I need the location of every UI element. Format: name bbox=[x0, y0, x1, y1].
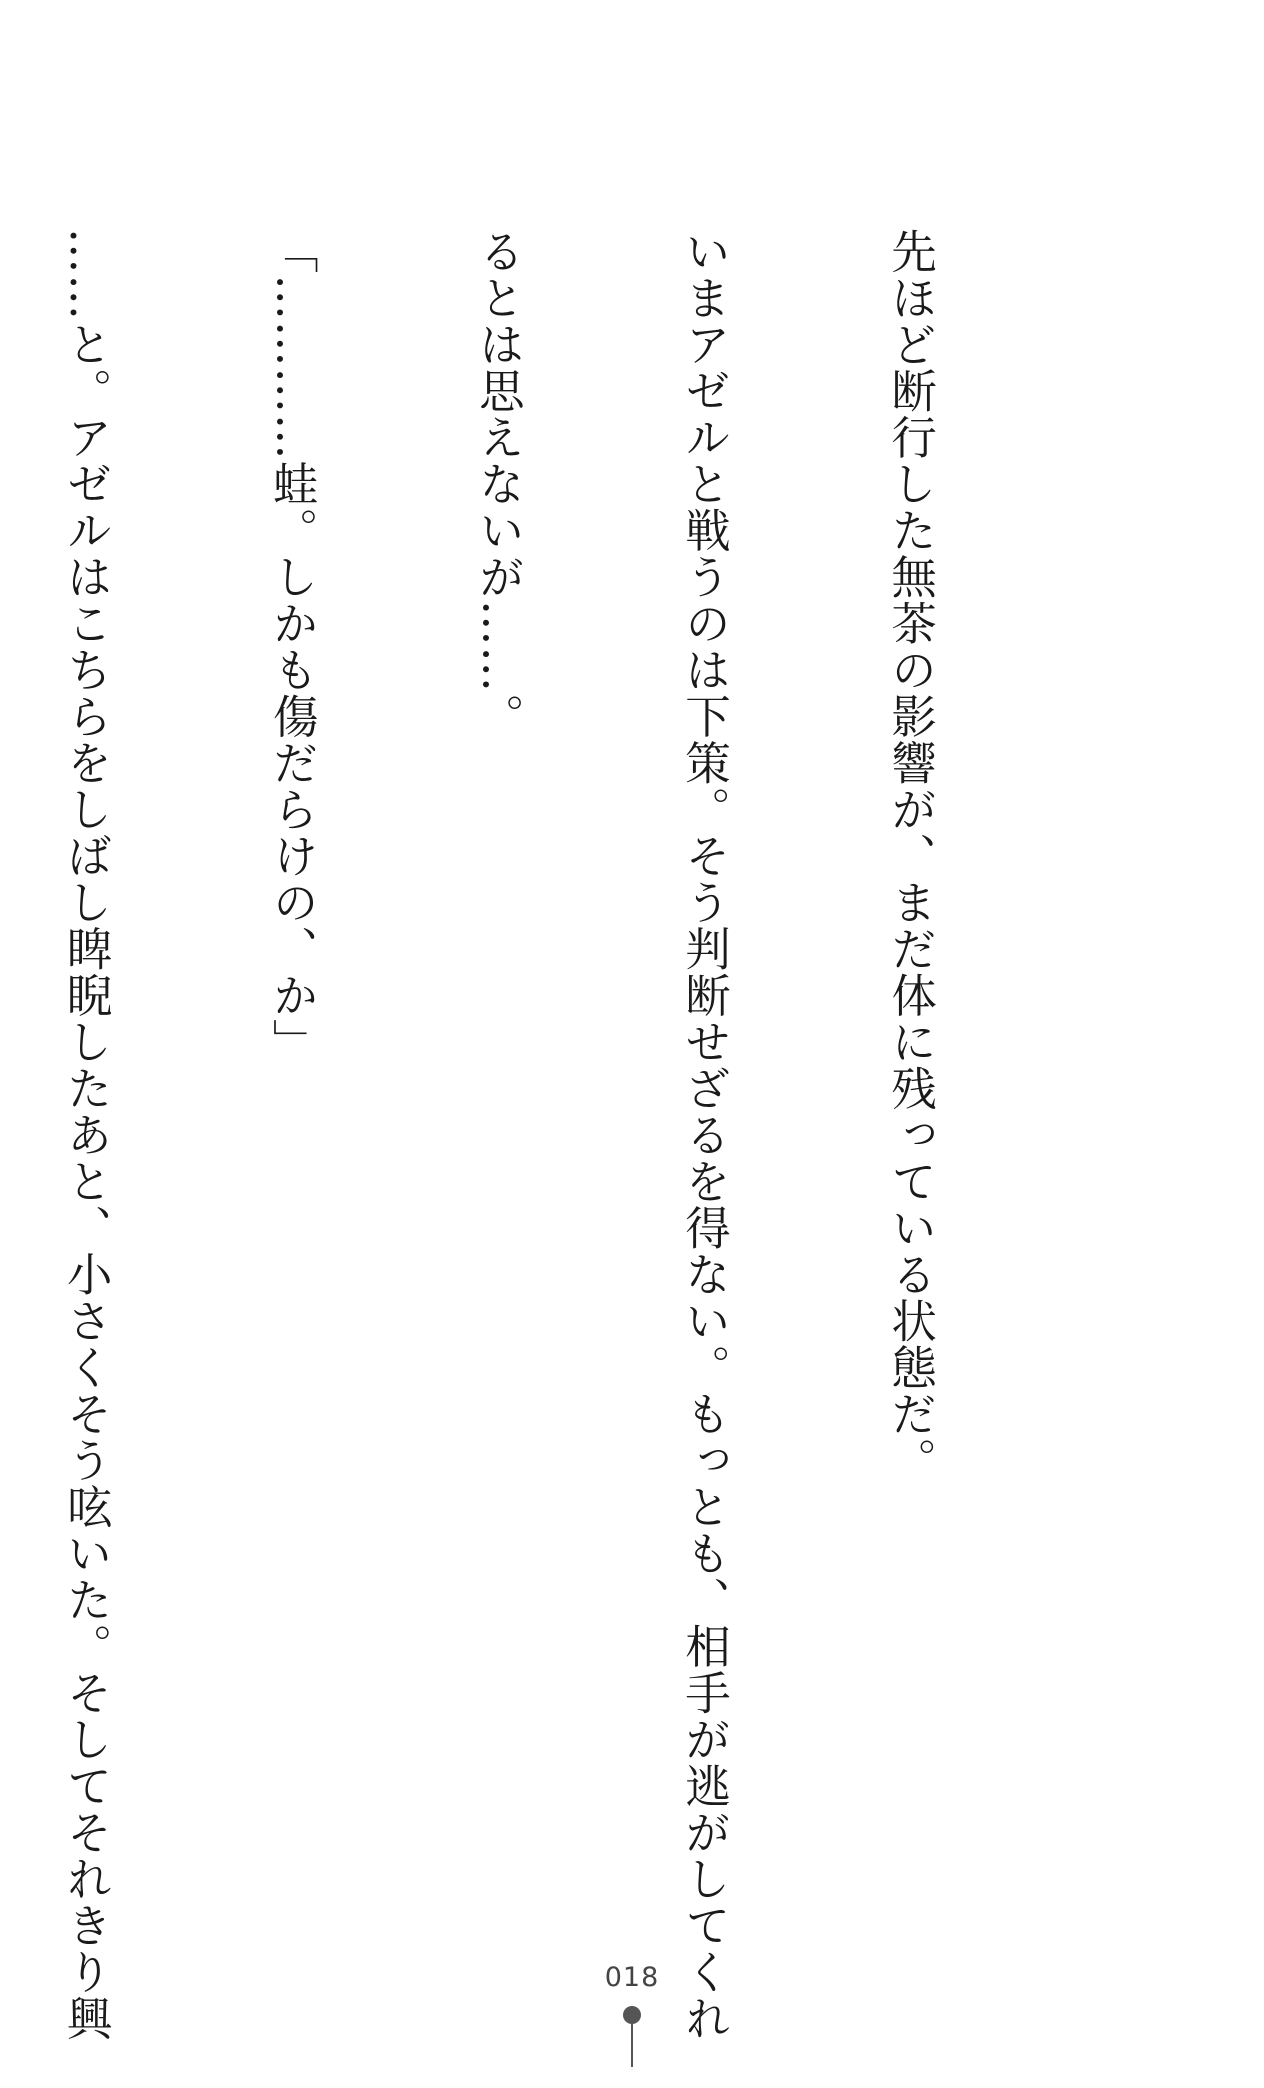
text-line: るとは思えないが……。 bbox=[472, 228, 526, 740]
text-line: 「…………蛙。しかも傷だらけの、か」 bbox=[266, 228, 320, 1065]
text-line: ……と。アゼルはこちらをしばし睥睨したあと、小さくそう呟いた。そしてそれきり興 bbox=[60, 228, 114, 2042]
text-line: 先ほど断行した無茶の影響が、まだ体に残っている状態だ。 bbox=[884, 228, 938, 1484]
page-marker-dot bbox=[623, 2006, 641, 2024]
page-marker-line bbox=[631, 2024, 633, 2067]
page-number: 018 bbox=[604, 1962, 660, 1993]
text-line: いまアゼルと戦うのは下策。そう判断せざるを得ない。もっとも、相手が逃がしてくれ bbox=[678, 228, 732, 2042]
